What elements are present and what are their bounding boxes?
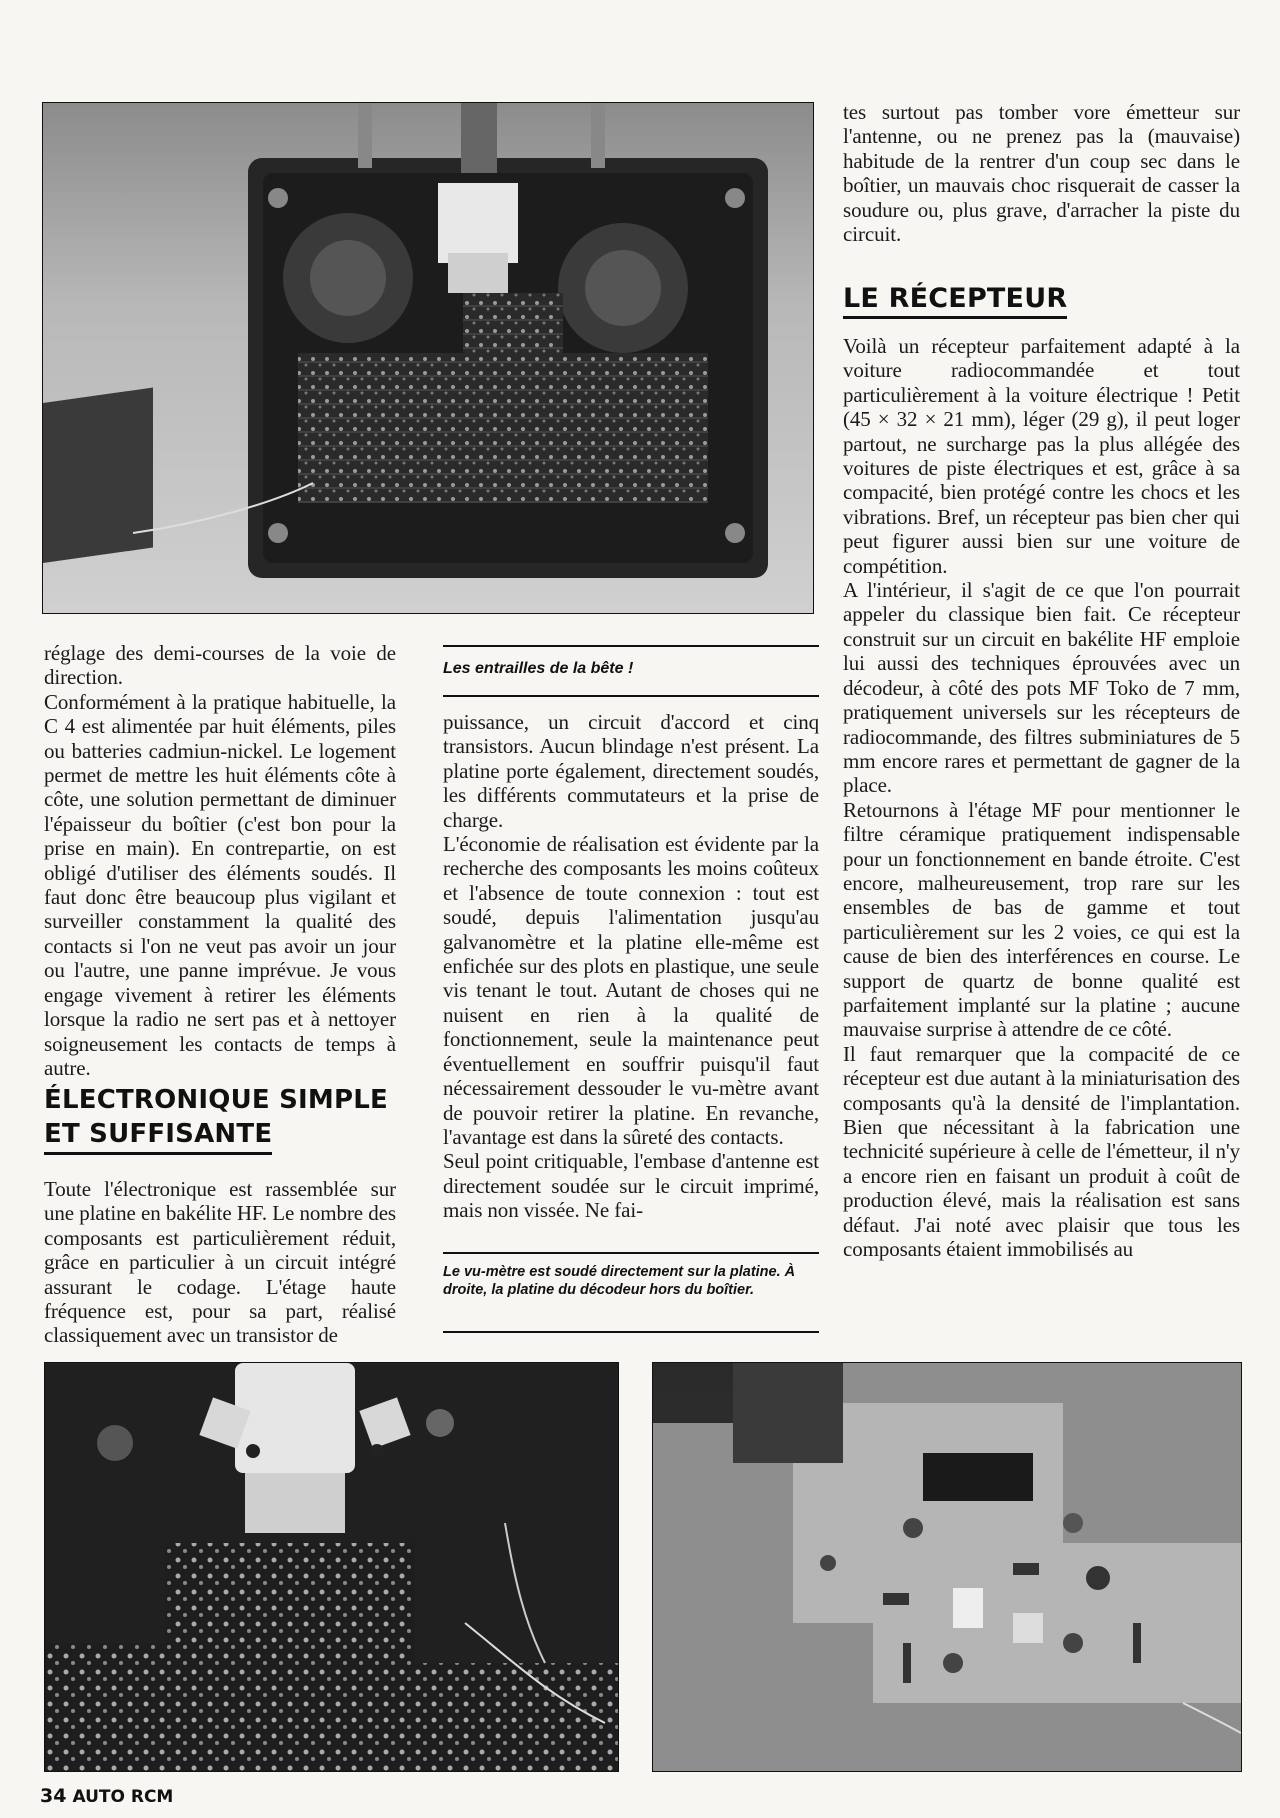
page-number: 34: [40, 1785, 67, 1807]
caption-top-rule-above: [443, 645, 819, 647]
col2-paragraph-1: puissance, un circuit d'accord et cinq transistors. Aucun blindage n'est présent. La platine porte également, directement soudés, les différents commutateurs et la prise de charge.: [443, 710, 819, 832]
caption-bottom-text: Le vu-mètre est soudé directement sur la platine. À droite, la platine du décodeur hors du boîtier.: [443, 1264, 796, 1298]
heading-electronique: [44, 1084, 388, 1155]
heading-electronique-line1: ÉLECTRONIQUE SIMPLE: [44, 1085, 388, 1115]
meter-circuit-icon: [45, 1363, 618, 1771]
heading-recepteur: [843, 282, 1067, 319]
col1-paragraph-2: Conformément à la pratique habituelle, la C 4 est alimentée par huit éléments, piles ou batteries cadmiun-nickel. Le logement permet de mettre les huit éléments côte à côte, une solution permettant de diminuer l'épaisseur du boîtier (c'est bon pour la prise en main). En contrepartie, on est obligé d'utiliser des éléments soudés. Il faut donc être beaucoup plus vigilant et surveiller constamment la qualité des contacts si l'on ne veut pas avoir un jour ou l'autre, une panne imprévue. Je vous engage vivement à retirer les éléments lorsque la radio ne sert pas et à nettoyer soigneusement les contacts de temps à autre.: [44, 689, 396, 1080]
col3-top-paragraph: tes surtout pas tomber vore émetteur sur l'antenne, ou ne prenez pas la (mauvaise) habitude de la rentrer d'un coup sec dans le boîtier, un mauvais choc risquerait de casser la soudure ou, plus grave, d'arracher la piste du circuit.: [843, 100, 1240, 247]
heading-recepteur-text: LE RÉCEPTEUR: [843, 282, 1067, 319]
col1-bottom-text: [44, 1177, 396, 1348]
caption-bottom-rule-below: [443, 1331, 819, 1333]
caption-top-rule-below: [443, 695, 819, 697]
magazine-name: AUTO RCM: [72, 1787, 174, 1807]
col3-paragraph-4: Il faut remarquer que la compacité de ce récepteur est due autant à la miniaturisation des composants qu'à la densité de l'implantation. Bien que nécessitant à la fabrication une technicité supérieure à celle de l'émetteur, il n'y a encore rien en faisant un produit à coût de production élevé, mais la réalisation est sans défaut. J'ai noté avec plaisir que tous les composants étaient immobilisés au: [843, 1041, 1240, 1262]
col1-bottom-paragraph: Toute l'électronique est rassemblée sur une platine en bakélite HF. Le nombre des composants est particulièrement réduit, grâce en particulier à un circuit intégré assurant le codage. L'étage haute fréquence est, pour sa part, réalisé classiquement avec un transistor de: [44, 1177, 396, 1348]
transmitter-interior-photo: [42, 102, 814, 614]
col3-paragraph-2: A l'intérieur, il s'agit de ce que l'on pourrait appeler du classique bien fait. Ce récepteur construit sur un circuit en bakélite HF emploie lui aussi des techniques éprouvées avec un décodeur, à côté des pots MF Toko de 7 mm, pratiquement universels sur les récepteurs de radiocommande, des filtres subminiatures de 5 mm encore rares et permettant de gagner de la place.: [843, 578, 1240, 798]
col3-main-text: [843, 334, 1240, 1261]
col1-text: [44, 641, 396, 1080]
col3-paragraph-3: Retournons à l'étage MF pour mentionner le filtre céramique pratiquement indispensable pour un fonctionnement en bande étroite. C'est encore, malheureusement, trop rare sur les ensembles de bas de gamme et tout particulièrement sur les 2 voies, ce qui est la cause de bien des interférences en course. Le support de quartz de bonne qualité est parfaitement implanté sur la platine ; aucune mauvaise surprise à attendre de ce côté.: [843, 797, 1240, 1042]
page-footer: [40, 1785, 173, 1807]
col1-paragraph-1: réglage des demi-courses de la voie de direction.: [44, 641, 396, 690]
caption-top-text: Les entrailles de la bête !: [443, 660, 634, 677]
heading-electronique-line2: ET SUFFISANTE: [44, 1118, 272, 1155]
col2-paragraph-2: L'économie de réalisation est évidente par la recherche des composants les moins coûteux et l'absence de toute connexion : tout est soudé, depuis l'alimentation jusqu'au galvanomètre et la platine elle-même est enfichée sur des plots en plastique, une seule vis tenant le tout. Autant de choses qui ne nuisent en rien à la qualité de fonctionnement, seule la maintenance peut éventuellement en souffrir puisqu'il faut nécessairement dessouder le vu-mètre avant de pouvoir retirer la platine. En revanche, l'avantage est dans la sûreté des contacts.: [443, 832, 819, 1149]
decoder-board-photo: [652, 1362, 1242, 1772]
col2-text: [443, 710, 819, 1223]
col2-paragraph-3: Seul point critiquable, l'embase d'antenne est directement soudée sur le circuit imprimé, mais non vissée. Ne fai-: [443, 1149, 819, 1223]
transmitter-interior-icon: [43, 103, 813, 613]
caption-bottom: [443, 1263, 819, 1299]
col3-top-text: [843, 100, 1240, 246]
caption-top: [443, 660, 819, 678]
decoder-board-icon: [653, 1363, 1241, 1771]
col3-paragraph-1: Voilà un récepteur parfaitement adapté à la voiture radiocommandée et tout particulièrement à la voiture électrique ! Petit (45 × 32 × 21 mm), léger (29 g), il peut loger partout, ne surcharge pas la plus allégée des voitures de piste électriques et est, grâce à sa compacité, bien protégé contre les chocs et les vibrations. Bref, un récepteur pas bien cher qui peut figurer aussi bien sur une voiture de compétition.: [843, 334, 1240, 578]
caption-bottom-rule-above: [443, 1252, 819, 1254]
meter-circuit-photo: [44, 1362, 619, 1772]
